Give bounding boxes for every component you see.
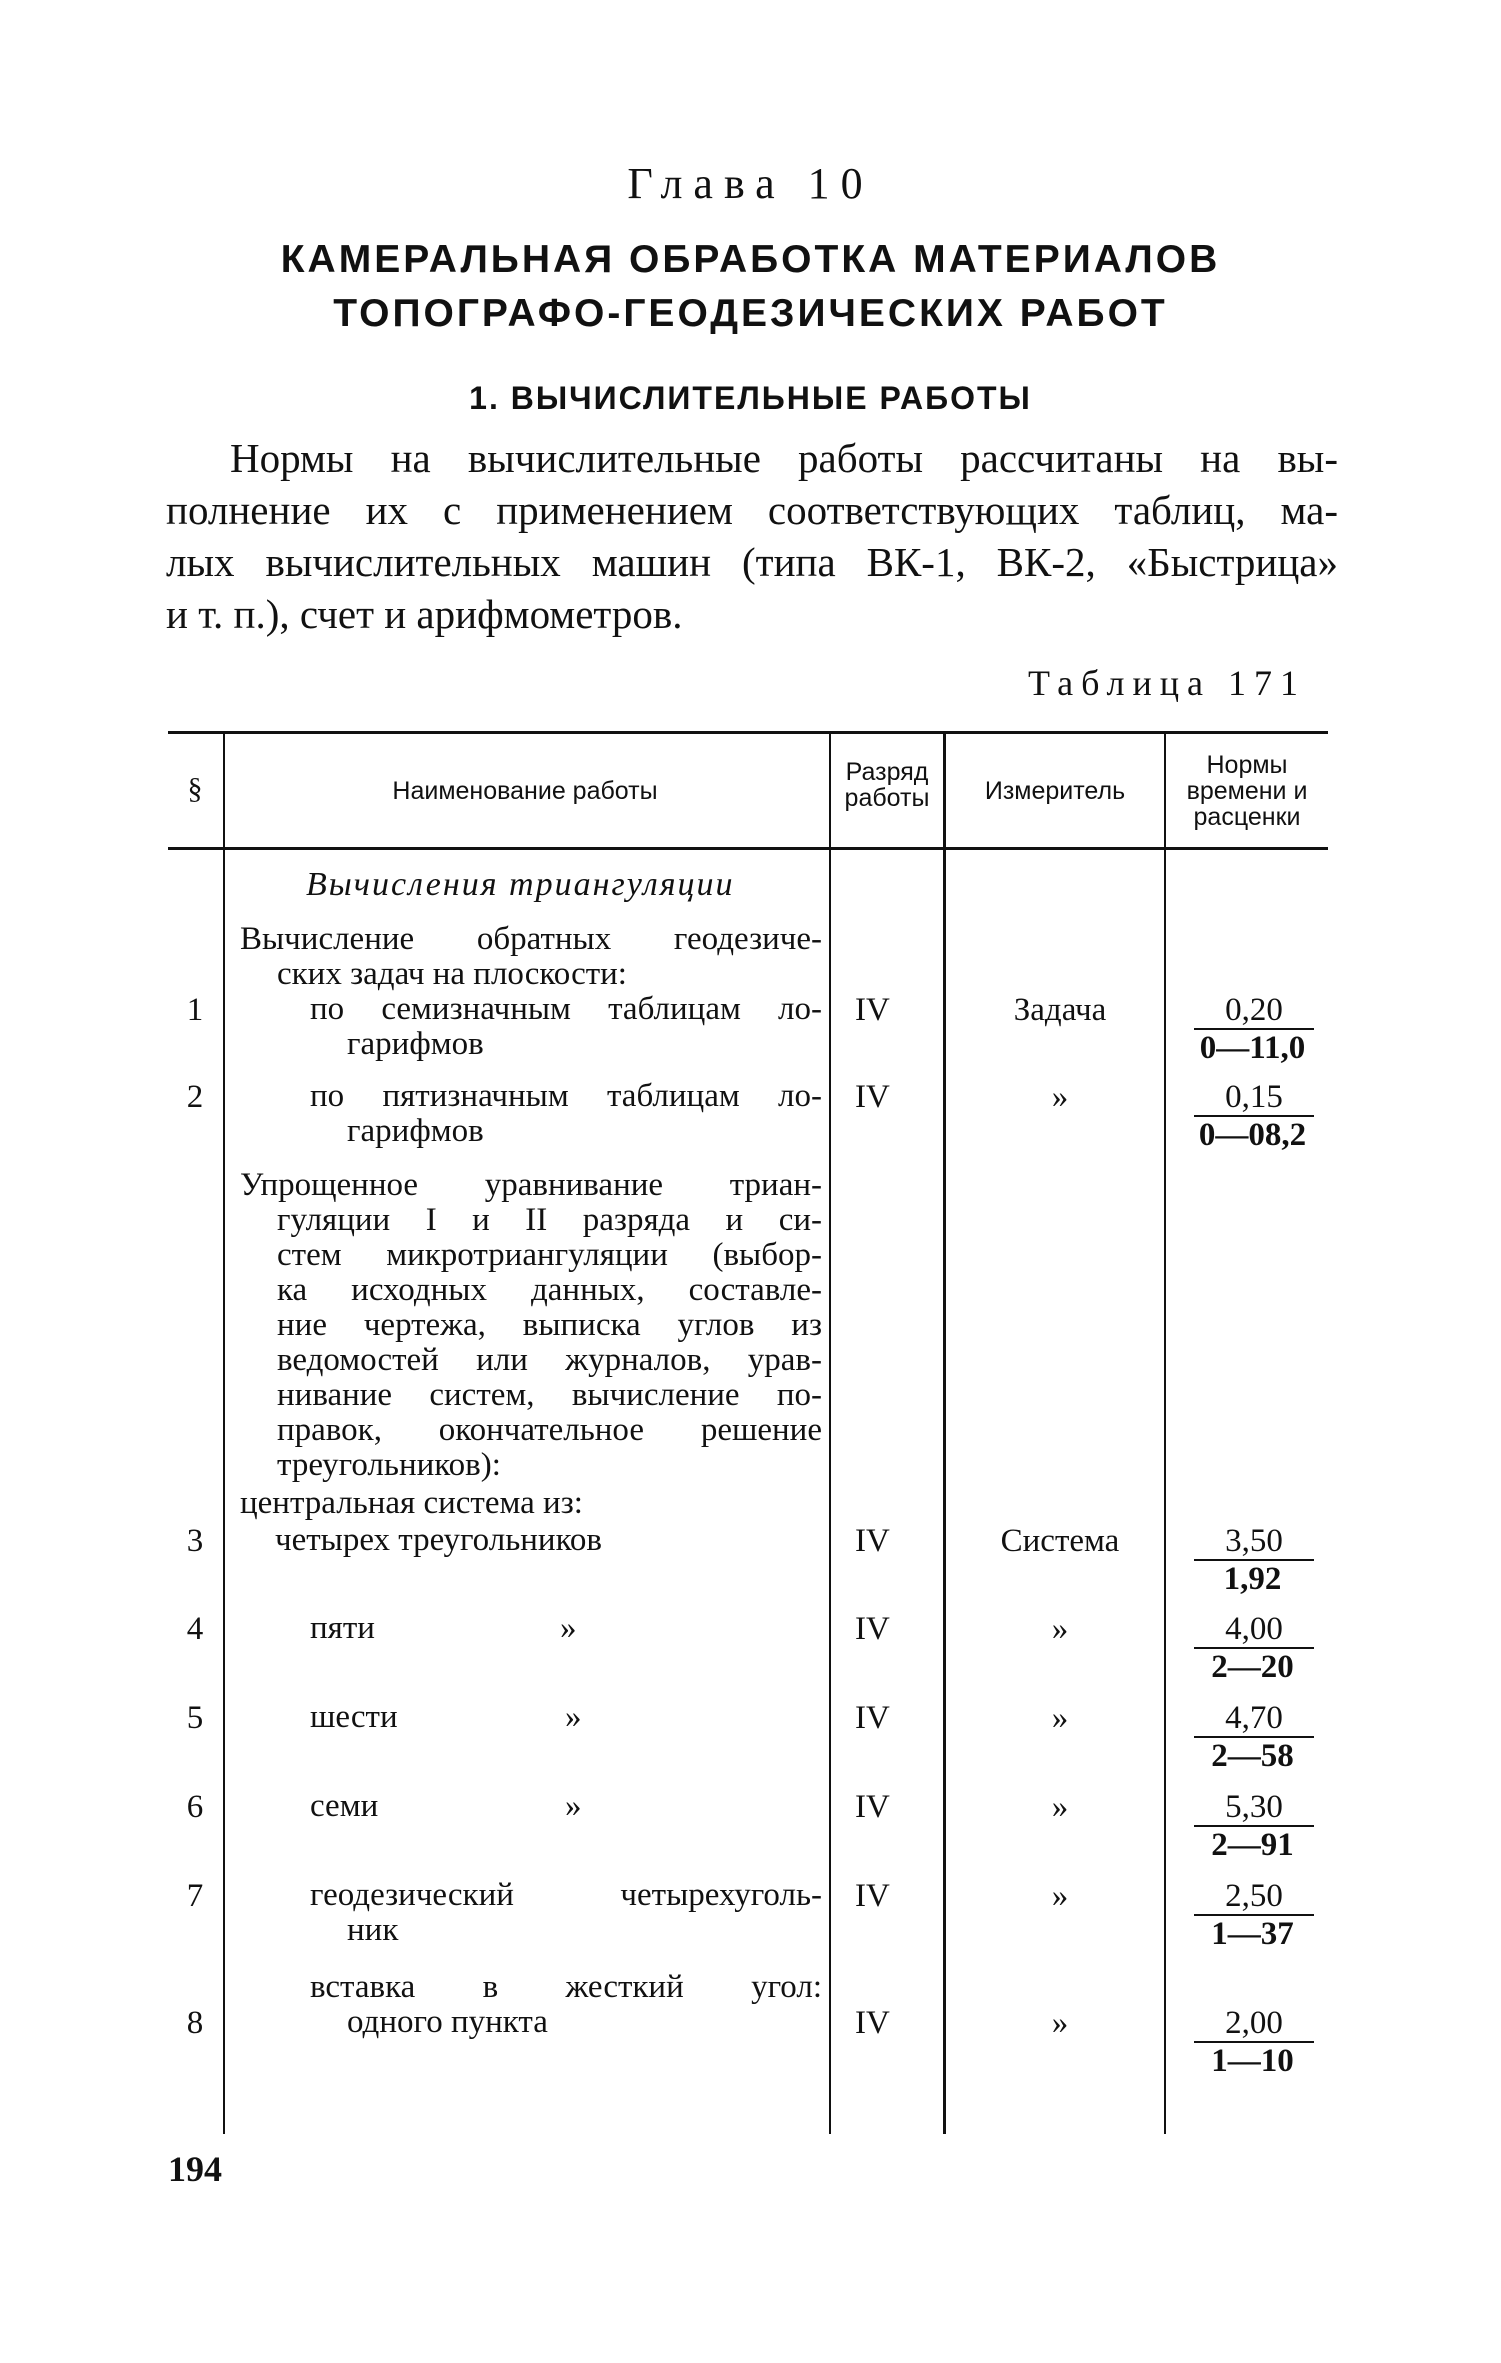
desc-line: ник bbox=[347, 1912, 399, 1948]
section-title: 1. ВЫЧИСЛИТЕЛЬНЫЕ РАБОТЫ bbox=[469, 380, 1032, 416]
ditto-mark: » bbox=[565, 1699, 582, 1735]
row-name: пяти bbox=[310, 1610, 375, 1646]
column-divider bbox=[1164, 731, 1166, 2134]
header-unit: Измеритель bbox=[984, 777, 1126, 805]
norm-price: 1,92 bbox=[1223, 1561, 1282, 1597]
norm-time: 3,50 bbox=[1194, 1523, 1314, 1561]
header-name: Наименование работы bbox=[392, 777, 658, 805]
header-grade-line: Разряд bbox=[845, 758, 929, 786]
desc-line: одного пункта bbox=[347, 2004, 548, 2040]
desc-line: стем микротриангуляции (выбор- bbox=[277, 1237, 822, 1273]
row-num: 3 bbox=[186, 1523, 204, 1559]
chapter-heading: Глава 10 bbox=[627, 159, 874, 208]
header-grade-line: работы bbox=[844, 784, 930, 812]
row-num: 2 bbox=[186, 1079, 204, 1115]
table-top-rule bbox=[168, 731, 1328, 734]
table-header-rule bbox=[168, 847, 1328, 850]
row-norm bbox=[1180, 1789, 1325, 1863]
block-simplified-adjustment bbox=[240, 1168, 822, 1483]
row-unit: » bbox=[1051, 1878, 1069, 1914]
desc-line: треугольников): bbox=[277, 1447, 501, 1483]
desc-line: геодезический четырехуголь- bbox=[310, 1877, 822, 1913]
desc-line: ских задач на плоскости: bbox=[277, 956, 627, 992]
row-unit: Система bbox=[1000, 1523, 1120, 1559]
header-norm-line: расценки bbox=[1193, 803, 1301, 831]
row-norm bbox=[1180, 2005, 1325, 2079]
chapter-title-line-1: КАМЕРАЛЬНАЯ ОБРАБОТКА МАТЕРИАЛОВ bbox=[280, 238, 1221, 281]
row-grade: IV bbox=[855, 1611, 890, 1647]
norm-time: 2,00 bbox=[1194, 2005, 1314, 2043]
row-num: 8 bbox=[186, 2005, 204, 2041]
row-name: семи bbox=[310, 1788, 379, 1824]
intro-paragraph bbox=[166, 432, 1338, 640]
norm-price: 2—58 bbox=[1211, 1738, 1294, 1774]
row-norm bbox=[1180, 1611, 1325, 1685]
row-unit: » bbox=[1051, 1700, 1069, 1736]
chapter-title-line-2: ТОПОГРАФО-ГЕОДЕЗИЧЕСКИХ РАБОТ bbox=[333, 292, 1168, 335]
page-number: 194 bbox=[168, 2149, 222, 2189]
norm-price: 1—37 bbox=[1211, 1916, 1294, 1952]
header-norm bbox=[1166, 752, 1328, 830]
norm-time: 5,30 bbox=[1194, 1789, 1314, 1827]
header-grade bbox=[833, 759, 941, 811]
ditto-mark: » bbox=[565, 1788, 582, 1824]
row-num: 4 bbox=[186, 1611, 204, 1647]
norm-time: 0,15 bbox=[1194, 1079, 1314, 1117]
row-num: 5 bbox=[186, 1700, 204, 1736]
row-name: четырех треугольников bbox=[275, 1522, 603, 1558]
row-num: 6 bbox=[186, 1789, 204, 1825]
row-name bbox=[310, 1878, 822, 1948]
desc-line: Вычисление обратных геодезиче- bbox=[240, 921, 822, 957]
row-grade: IV bbox=[855, 1878, 890, 1914]
table-caption: Таблица 171 bbox=[1028, 663, 1306, 703]
row-grade: IV bbox=[855, 1789, 890, 1825]
desc-line: гуляции I и II разряда и си- bbox=[277, 1202, 822, 1238]
row-grade: IV bbox=[855, 1523, 890, 1559]
row-num: 7 bbox=[186, 1878, 204, 1914]
desc-line: ние чертежа, выписка углов из bbox=[277, 1307, 822, 1343]
row-name bbox=[310, 1970, 822, 2040]
norm-time: 4,00 bbox=[1194, 1611, 1314, 1649]
header-norm-line: времени и bbox=[1186, 777, 1308, 805]
row-grade: IV bbox=[855, 992, 890, 1028]
row-num: 1 bbox=[186, 992, 204, 1028]
row-norm bbox=[1180, 1079, 1325, 1153]
row-name bbox=[310, 1079, 822, 1149]
row-unit: » bbox=[1051, 1789, 1069, 1825]
norm-time: 2,50 bbox=[1194, 1878, 1314, 1916]
norm-price: 0—11,0 bbox=[1199, 1030, 1306, 1066]
row-norm bbox=[1180, 992, 1325, 1066]
desc-line: гарифмов bbox=[347, 1026, 484, 1062]
row-name bbox=[310, 992, 822, 1062]
desc-line: вставка в жесткий угол: bbox=[310, 1969, 822, 2005]
column-divider bbox=[829, 731, 831, 2134]
row-name: шести bbox=[310, 1699, 398, 1735]
desc-line: по пятизначным таблицам ло- bbox=[310, 1078, 822, 1114]
desc-line: по семизначным таблицам ло- bbox=[310, 991, 822, 1027]
row-grade: IV bbox=[855, 2005, 890, 2041]
header-norm-line: Нормы bbox=[1206, 751, 1288, 779]
desc-line: гарифмов bbox=[347, 1113, 484, 1149]
row-grade: IV bbox=[855, 1700, 890, 1736]
block-inverse-problems bbox=[240, 922, 822, 992]
desc-line: Упрощенное уравнивание триан- bbox=[240, 1167, 822, 1203]
desc-line: ка исходных данных, составле- bbox=[277, 1272, 822, 1308]
row-unit: » bbox=[1051, 2005, 1069, 2041]
column-divider bbox=[223, 731, 225, 2134]
norm-time: 0,20 bbox=[1194, 992, 1314, 1030]
desc-line: ведомостей или журналов, урав- bbox=[277, 1342, 822, 1378]
intro-line: Нормы на вычислительные работы рассчитаны на вы- bbox=[230, 435, 1338, 481]
norm-price: 2—91 bbox=[1211, 1827, 1294, 1863]
row-norm bbox=[1180, 1700, 1325, 1774]
norm-price: 2—20 bbox=[1211, 1649, 1294, 1685]
norm-price: 1—10 bbox=[1211, 2043, 1294, 2079]
intro-line: и т. п.), счет и арифмометров. bbox=[166, 591, 683, 637]
row-unit: Задача bbox=[1013, 992, 1107, 1028]
ditto-mark: » bbox=[560, 1610, 577, 1646]
table-subheading: Вычисления триангуляции bbox=[306, 866, 735, 903]
desc-line: правок, окончательное решение bbox=[277, 1412, 822, 1448]
intro-line: лых вычислительных машин (типа ВК-1, ВК-2, «Быстрица» bbox=[166, 539, 1338, 585]
header-num: § bbox=[187, 772, 203, 805]
row-norm bbox=[1180, 1523, 1325, 1597]
row-unit: » bbox=[1051, 1079, 1069, 1115]
norm-price: 0—08,2 bbox=[1198, 1117, 1307, 1153]
column-divider bbox=[943, 731, 946, 2134]
desc-line: нивание систем, вычисление по- bbox=[277, 1377, 822, 1413]
central-system-label: центральная система из: bbox=[240, 1485, 583, 1521]
norm-time: 4,70 bbox=[1194, 1700, 1314, 1738]
row-norm bbox=[1180, 1878, 1325, 1952]
row-unit: » bbox=[1051, 1611, 1069, 1647]
row-grade: IV bbox=[855, 1079, 890, 1115]
intro-line: полнение их с применением соответствующих таблиц, ма- bbox=[166, 487, 1338, 533]
